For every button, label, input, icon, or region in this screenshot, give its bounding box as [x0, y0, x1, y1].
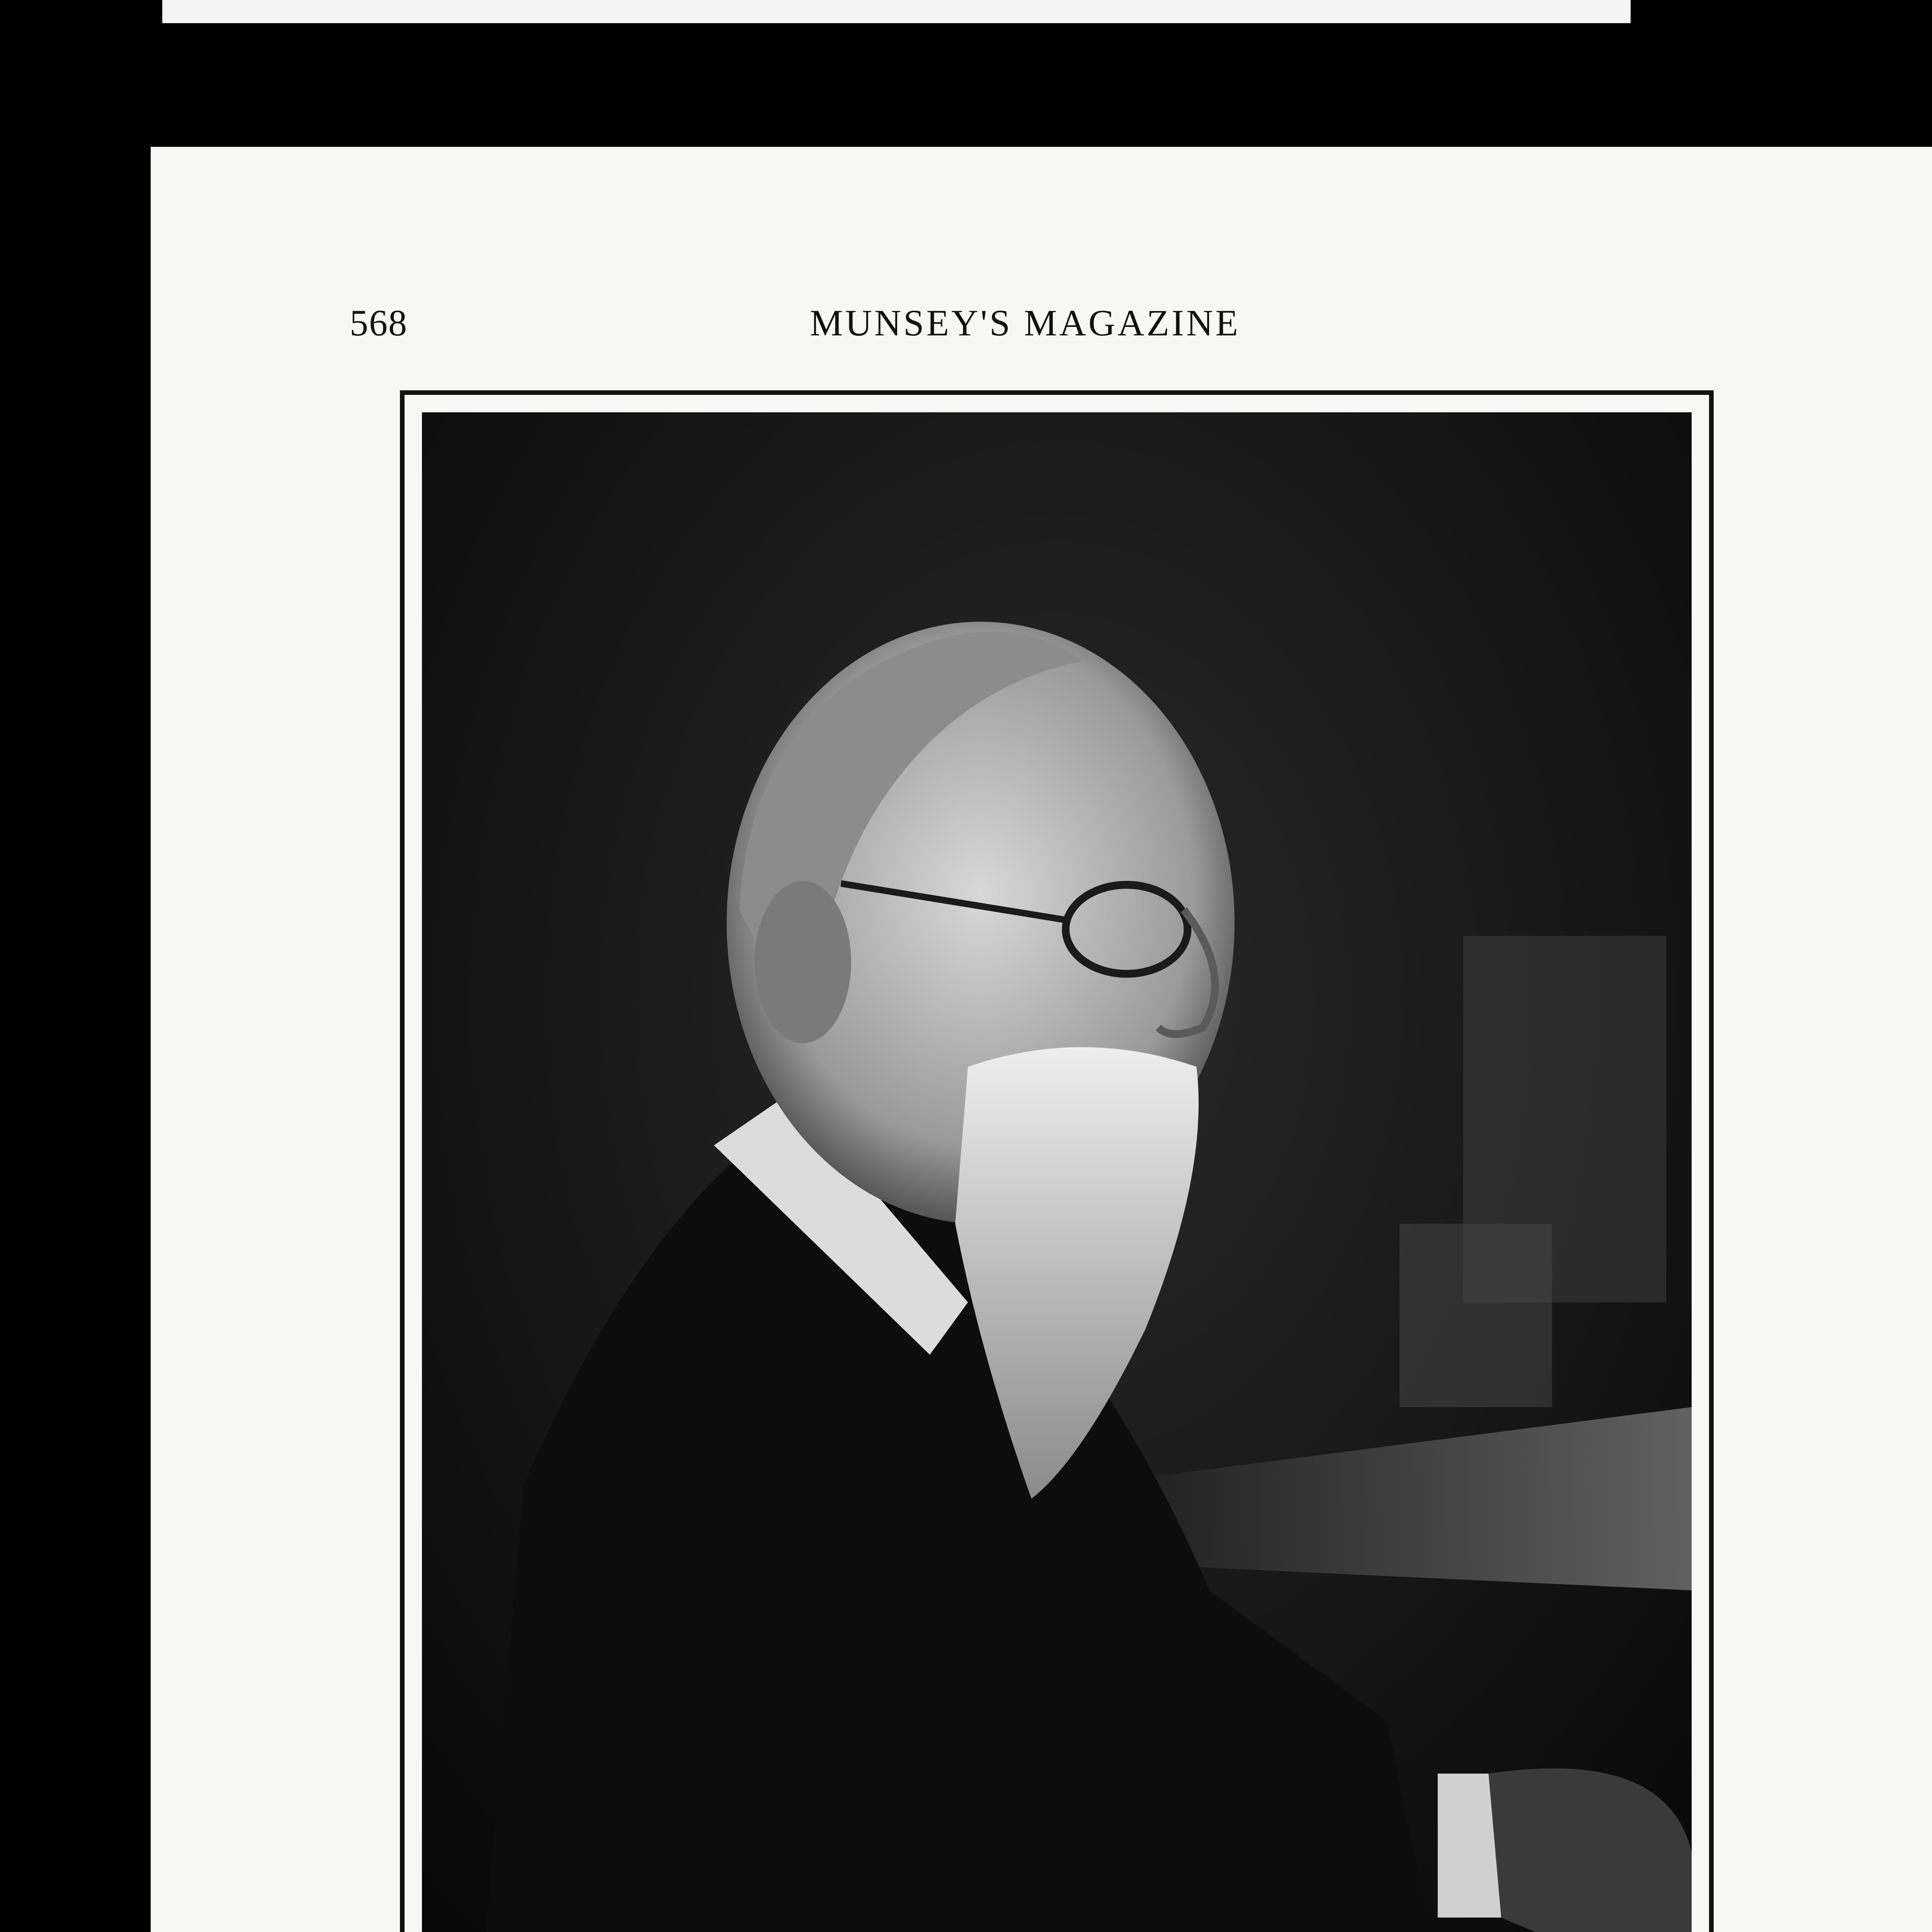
portrait-illustration: [422, 412, 1692, 1932]
previous-page-edge: [162, 0, 1631, 23]
portrait-photo: [422, 412, 1692, 1932]
running-header: [350, 301, 1701, 344]
magazine-title: MUNSEY'S MAGAZINE: [810, 302, 1240, 344]
portrait-frame: [400, 390, 1714, 1932]
page-number: 568: [350, 302, 408, 344]
